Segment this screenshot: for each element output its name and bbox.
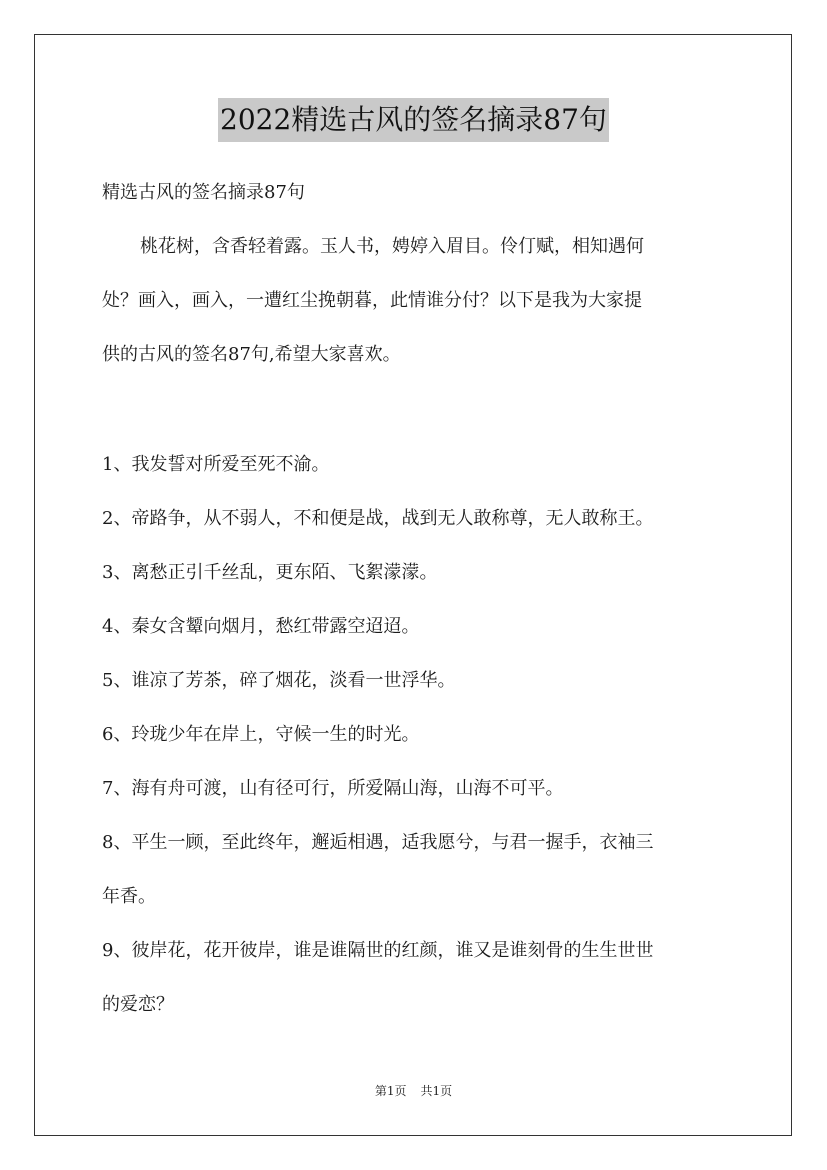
page-footer xyxy=(0,1083,827,1099)
list-item: 6、玲珑少年在岸上，守候一生的时光。 xyxy=(102,724,420,745)
document-title: 2022精选古风的签名摘录87句 xyxy=(218,98,609,142)
list-item: 9、彼岸花，花开彼岸，谁是谁隔世的红颜，谁又是谁刻骨的生生世世 xyxy=(102,940,654,961)
list-item-continuation: 的爱恋？ xyxy=(102,994,174,1015)
list-item: 1、我发誓对所爱至死不渝。 xyxy=(102,454,330,475)
intro-line: 桃花树，含香轻着露。玉人书，娉婷入眉目。伶仃赋，相知遇何 xyxy=(140,236,644,257)
page-number: 第1页 xyxy=(374,1084,407,1098)
intro-line: 处？画入，画入，一遭红尘挽朝暮，此情谁分付？以下是我为大家提 xyxy=(102,290,642,311)
page-total: 共1页 xyxy=(420,1084,453,1098)
list-item: 4、秦女含颦向烟月，愁红带露空迢迢。 xyxy=(102,616,420,637)
document-subtitle: 精选古风的签名摘录87句 xyxy=(102,182,305,203)
list-item-continuation: 年香。 xyxy=(102,886,156,907)
list-item: 5、谁凉了芳茶，碎了烟花，淡看一世浮华。 xyxy=(102,670,456,691)
list-item: 3、离愁正引千丝乱，更东陌、飞絮濛濛。 xyxy=(102,562,438,583)
title-container xyxy=(0,98,827,142)
list-item: 8、平生一顾，至此终年，邂逅相遇，适我愿兮，与君一握手，衣袖三 xyxy=(102,832,654,853)
list-item: 2、帝路争，从不弱人，不和便是战，战到无人敢称尊，无人敢称王。 xyxy=(102,508,654,529)
intro-line: 供的古风的签名87句,希望大家喜欢。 xyxy=(102,344,401,365)
list-item: 7、海有舟可渡，山有径可行，所爱隔山海，山海不可平。 xyxy=(102,778,564,799)
